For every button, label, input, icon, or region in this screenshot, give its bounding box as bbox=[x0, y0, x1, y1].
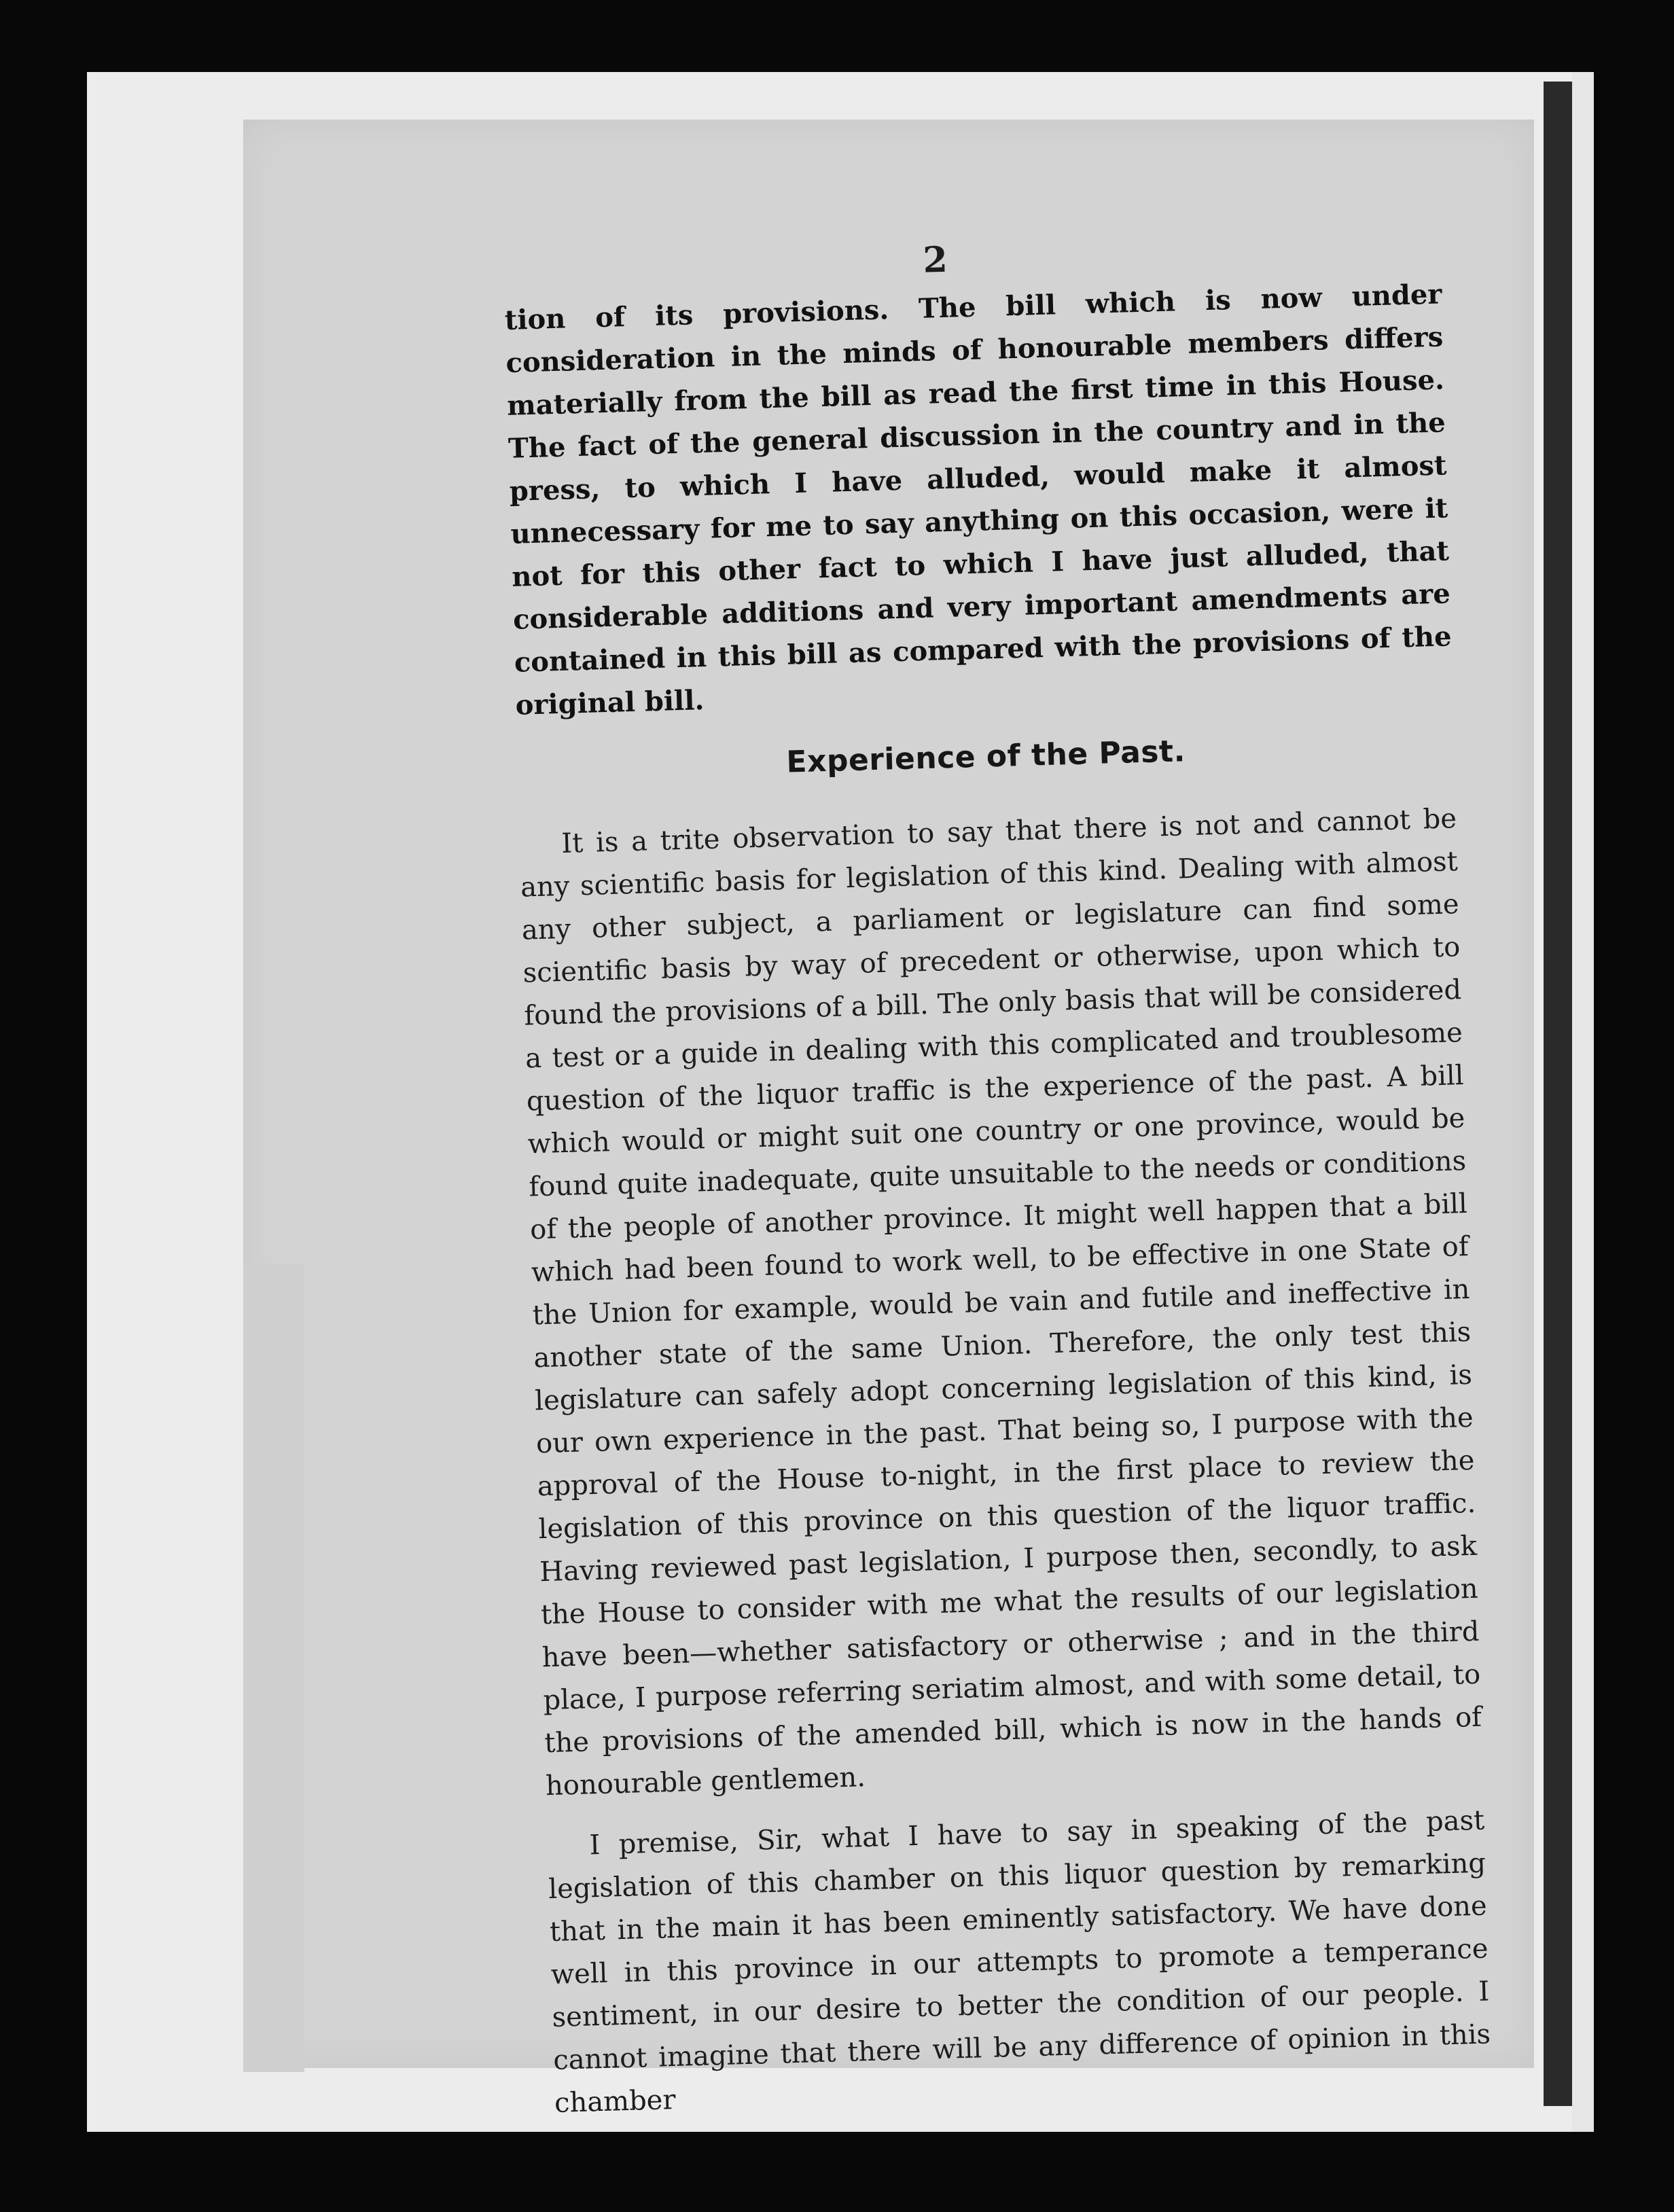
binding-spine bbox=[1544, 82, 1572, 2106]
paragraph-continuation: tion of its provisions. The bill which is now under consideration in the minds of honourable members differs materially from the bill as read the first time in this House. The fact of the general discussion in the country and in the press, to which I have alluded, would make it almost unnecessary for me to say anything on this occasion, were it not for this other fact to which I have just alluded, that considerable additions and very important amendments are contained in this bill as compared with the provisions of the original bill. bbox=[504, 278, 1453, 721]
page-number: 2 bbox=[922, 238, 948, 281]
paragraph-experience: It is a trite observation to say that there is not and cannot be any scientific basis for legislation of this kind. Dealing with almost any other subject, a parliament or legislature can find some scientific basis by way of precedent or otherwise, upon which to found the provisions of a bill. The only basis that will be considered a test or a guide in dealing with this complicated and troublesome question of the liquor traffic is the experience of the past. A bill which would or might suit one country or one province, would be found quite inadequate, quite unsuitable to the needs or conditions of the people of another province. It might well happen that a bill which had been found to work well, to be effective in one State of the Union for example, would be vain and futile and ineffective in another state of the same Union. Therefore, the only test this legislature can safely adopt concerning legislation of this kind, is our own experience in the past. That being so, I purpose with the approval of the House to-night, in the first place to review the legislation of this province on this question of the liquor traffic. Having reviewed past legislation, I purpose then, secondly, to ask the House to consider with me what the results of our legislation have been—whether satisfactory or otherwise ; and in the third place, I purpose referring seriatim almost, and with some detail, to the provisions of the amended bill, which is now in the hands of honourable gentlemen. bbox=[520, 803, 1482, 1802]
page-text-block bbox=[504, 238, 1491, 2119]
section-heading: Experience of the Past. bbox=[785, 734, 1186, 780]
paragraph-premise: I premise, Sir, what I have to say in speaking of the past legislation of this chamber on this liquor question by remarking that in the main it has been eminently satisfactory. We have done well in this province in our attempts to promote a temperance sentiment, in our desire to better the condition of our people. I cannot imagine that there will be any difference of opinion in this chamber bbox=[548, 1804, 1491, 2119]
facing-page-edge bbox=[1572, 72, 1594, 2132]
page-edge-tab bbox=[243, 1264, 304, 2072]
